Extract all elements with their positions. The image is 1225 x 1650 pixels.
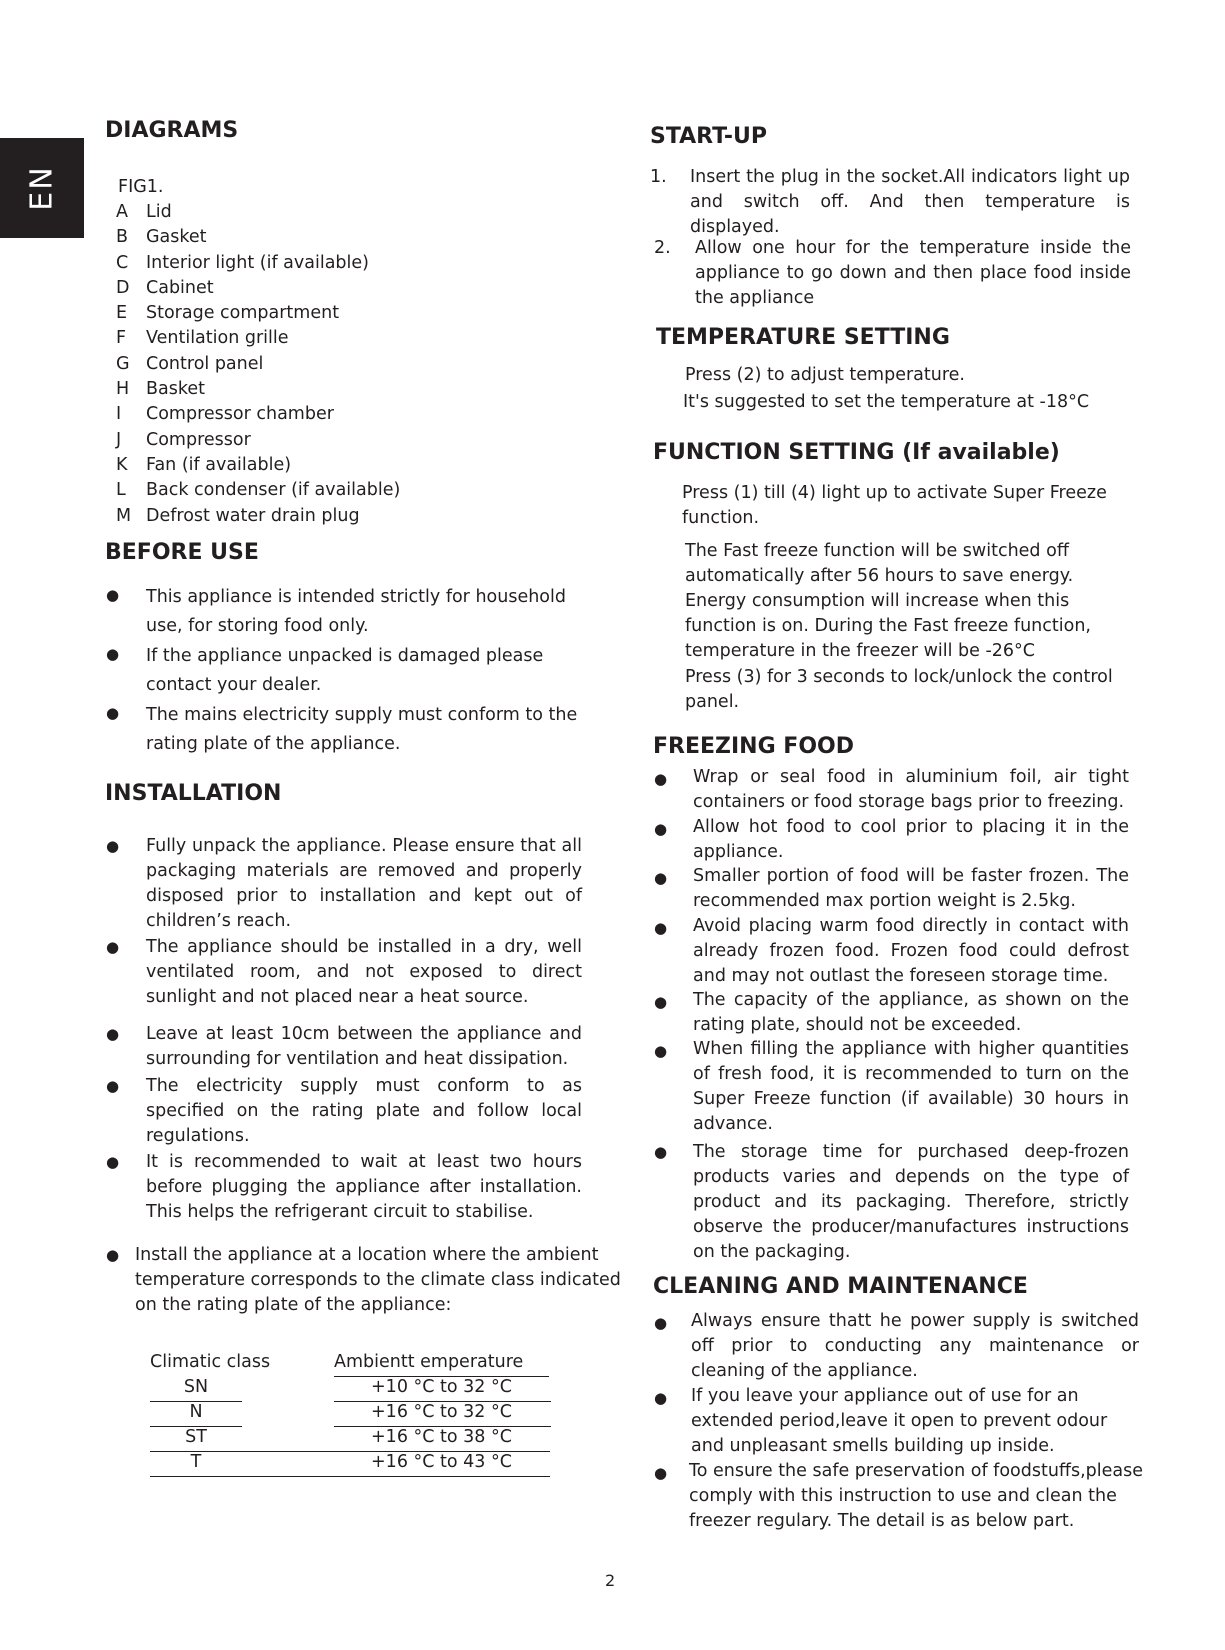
part-letter: L [116, 480, 126, 501]
function-paragraph: Press (3) for 3 seconds to lock/unlock the control panel. [685, 667, 1113, 712]
part-letter: K [116, 454, 128, 475]
before-use-item: The mains electricity supply must conform to the rating plate of the appliance. [146, 705, 578, 754]
before-use-title: BEFORE USE [105, 540, 259, 565]
bullet-icon: ● [654, 1314, 668, 1332]
function-setting-title: FUNCTION SETTING (If available) [653, 440, 1060, 465]
part-name: Lid [146, 202, 172, 222]
temperature-line: Press (2) to adjust temperature. [685, 365, 965, 385]
table-cell-temp: +10 °C to 32 °C [371, 1377, 512, 1397]
part-item [116, 377, 400, 402]
bullet-icon: ● [654, 869, 668, 887]
language-tab-label: EN [24, 165, 60, 211]
bullet-icon: ● [106, 1025, 120, 1043]
installation-item: It is recommended to wait at least two hours before plugging the appliance after installation. This helps the refrigerant circuit to stabilise. [146, 1152, 582, 1222]
part-name: Back condenser (if available) [146, 480, 401, 501]
bullet-icon: ● [106, 1246, 120, 1264]
table-cell-temp: +16 °C to 32 °C [371, 1402, 512, 1422]
before-use-item: This appliance is intended strictly for household use, for storing food only. [146, 587, 566, 636]
installation-item: Leave at least 10cm between the appliance and surrounding for ventilation and heat dissipation. [146, 1024, 582, 1069]
part-name: Cabinet [146, 277, 214, 298]
freezing-item: Wrap or seal food in aluminium foil, air tight containers or food storage bags prior to freezing. [693, 767, 1129, 812]
part-item [116, 276, 400, 301]
page-number: 2 [605, 1571, 616, 1590]
installation-title: INSTALLATION [105, 781, 282, 806]
part-item [116, 225, 400, 250]
startup-step: Allow one hour for the temperature inside the appliance to go down and then place food inside the appliance [695, 238, 1131, 308]
part-item [116, 326, 400, 351]
part-name: Compressor [146, 429, 251, 450]
part-name: Control panel [146, 353, 264, 374]
bullet-icon: ● [654, 1042, 668, 1060]
part-item [116, 301, 400, 326]
freezing-item: The capacity of the appliance, as shown on the rating plate, should not be exceeded. [693, 990, 1129, 1035]
function-paragraph: Press (1) till (4) light up to activate Super Freeze function. [682, 483, 1107, 528]
cleaning-item: If you leave your appliance out of use for an extended period,leave it open to prevent odour and unpleasant smells building up inside. [691, 1386, 1108, 1456]
part-letter: A [116, 202, 128, 222]
part-name: Ventilation grille [146, 328, 289, 349]
bullet-icon: ● [106, 645, 120, 663]
bullet-icon: ● [106, 1077, 120, 1095]
part-letter: F [116, 328, 127, 349]
bullet-icon: ● [654, 1389, 668, 1407]
freezing-item: Allow hot food to cool prior to placing it in the appliance. [693, 817, 1129, 862]
part-letter: G [116, 353, 130, 374]
freezing-item: When filling the appliance with higher quantities of fresh food, it is recommended to turn on the Super Freeze function (if available) 30 hours in advance. [693, 1039, 1129, 1134]
function-paragraph: The Fast freeze function will be switched off automatically after 56 hours to save energy. Energy consumption will increase when this function is on. During the Fast freeze function, temperature in the freezer will be -26°C [685, 541, 1091, 661]
startup-step: Insert the plug in the socket.All indicators light up and switch off. And then temperature is displayed. [690, 167, 1130, 237]
step-number: 1. [650, 167, 667, 187]
table-cell-temp: +16 °C to 43 °C [371, 1452, 512, 1472]
table-rule [150, 1476, 550, 1477]
part-item [116, 453, 400, 478]
table-header: Ambientt emperature [334, 1352, 524, 1372]
bullet-icon: ● [106, 837, 120, 855]
part-letter: J [116, 429, 122, 450]
part-letter: M [116, 505, 132, 526]
part-name: Compressor chamber [146, 404, 334, 425]
table-header: Climatic class [150, 1352, 271, 1372]
bullet-icon: ● [654, 993, 668, 1011]
part-name: Fan (if available) [146, 454, 292, 475]
step-number: 2. [654, 238, 671, 258]
startup-title: START-UP [650, 124, 768, 149]
freezing-item: Smaller portion of food will be faster frozen. The recommended max portion weight is 2.5kg. [693, 866, 1129, 911]
part-letter: E [116, 303, 128, 324]
bullet-icon: ● [106, 938, 120, 956]
temperature-setting-title: TEMPERATURE SETTING [656, 325, 950, 350]
part-letter: B [116, 227, 129, 248]
part-letter: D [116, 277, 130, 298]
part-name: Basket [146, 379, 205, 400]
bullet-icon: ● [106, 586, 120, 604]
installation-item: Fully unpack the appliance. Please ensure that all packaging materials are removed and properly disposed prior to installation and kept out of children’s reach. [146, 836, 582, 931]
bullet-icon: ● [106, 1153, 120, 1171]
parts-list [116, 200, 400, 529]
language-tab [0, 138, 84, 238]
part-item [116, 478, 400, 503]
part-name: Defrost water drain plug [146, 505, 360, 526]
cleaning-item: To ensure the safe preservation of foodstuffs,please comply with this instruction to use and clean the freezer regulary. The detail is as below part. [689, 1461, 1144, 1531]
installation-item: Install the appliance at a location where the ambient temperature corresponds to the climate class indicated on the rating plate of the appliance: [135, 1245, 621, 1315]
temperature-line: It's suggested to set the temperature at -18°C [683, 392, 1090, 412]
part-item [116, 352, 400, 377]
part-letter: H [116, 379, 130, 400]
cleaning-title: CLEANING AND MAINTENANCE [653, 1274, 1028, 1299]
freezing-item: Avoid placing warm food directly in contact with already frozen food. Frozen food could defrost and may not outlast the foreseen storage time. [693, 916, 1129, 986]
bullet-icon: ● [654, 820, 668, 838]
table-cell-class: ST [185, 1427, 207, 1447]
bullet-icon: ● [654, 1464, 668, 1482]
table-cell-class: T [190, 1452, 202, 1472]
installation-item: The electricity supply must conform to as specified on the rating plate and follow local regulations. [146, 1076, 582, 1146]
table-cell-class: N [189, 1402, 203, 1422]
bullet-icon: ● [654, 770, 668, 788]
table-cell-class: SN [183, 1377, 209, 1397]
bullet-icon: ● [654, 1143, 668, 1161]
diagrams-title: DIAGRAMS [105, 118, 239, 143]
cleaning-item: Always ensure thatt he power supply is switched off prior to conducting any maintenance or cleaning of the appliance. [691, 1311, 1139, 1381]
part-letter: C [116, 252, 129, 273]
part-letter: I [116, 404, 122, 425]
part-name: Interior light (if available) [146, 252, 369, 273]
table-cell-temp: +16 °C to 38 °C [371, 1427, 512, 1447]
before-use-item: If the appliance unpacked is damaged please contact your dealer. [146, 646, 544, 695]
bullet-icon: ● [654, 919, 668, 937]
freezing-food-title: FREEZING FOOD [653, 734, 854, 759]
fig-label: FIG1. [118, 177, 164, 197]
bullet-icon: ● [106, 704, 120, 722]
installation-item: The appliance should be installed in a dry, well ventilated room, and not exposed to direct sunlight and not placed near a heat source. [146, 937, 582, 1007]
part-item [116, 200, 400, 225]
part-item [116, 428, 400, 453]
part-name: Gasket [146, 227, 207, 248]
part-item [116, 504, 400, 529]
part-name: Storage compartment [146, 303, 340, 324]
part-item [116, 251, 400, 276]
part-item [116, 402, 400, 427]
freezing-item: The storage time for purchased deep-frozen products varies and depends on the type of product and its packaging. Therefore, strictly observe the producer/manufactures instructions on the packaging. [693, 1142, 1129, 1262]
